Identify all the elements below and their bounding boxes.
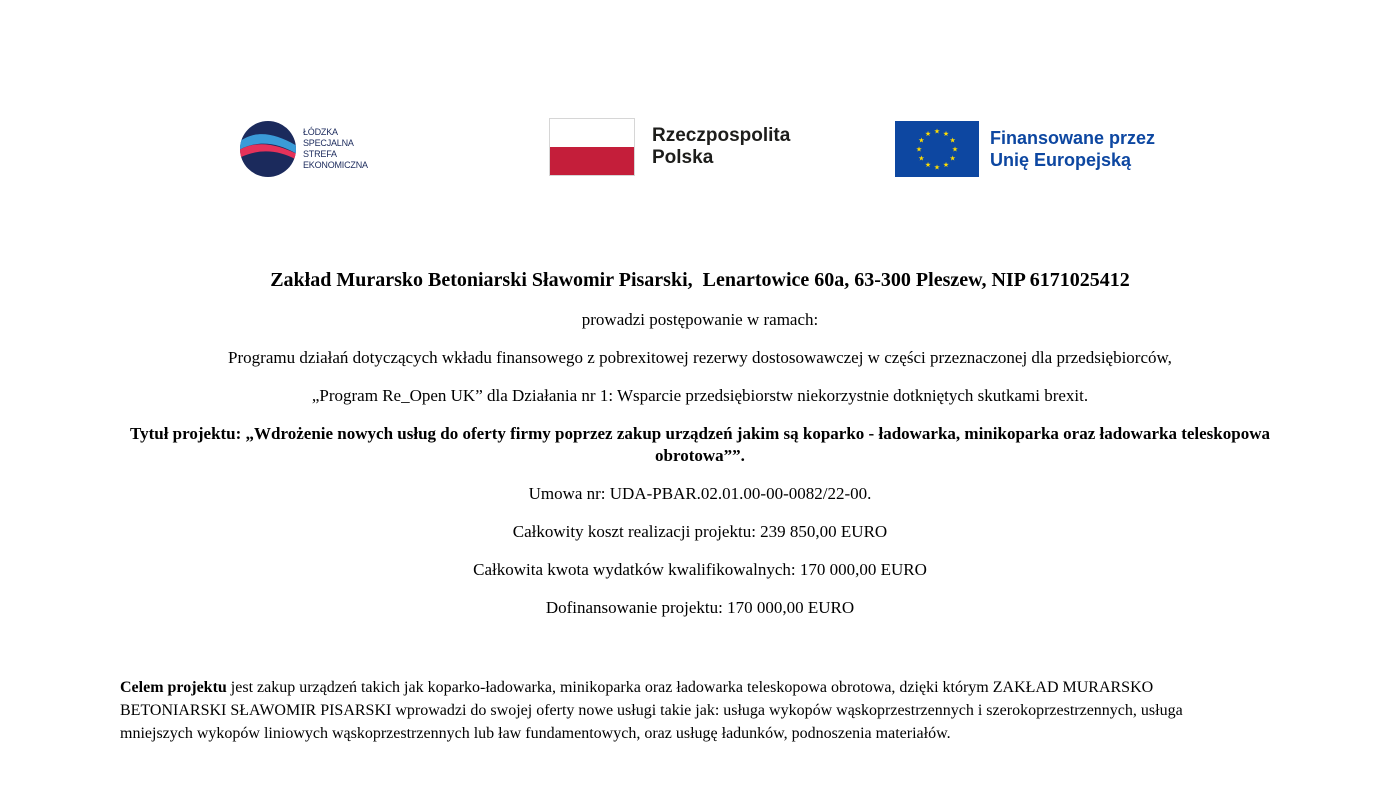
lsse-line-4: EKONOMICZNA [303,160,368,170]
program-line: Programu działań dotyczących wkładu finansowego z pobrexitowej rezerwy dostosowawczej w części przeznaczonej dla przedsiębiorców, [228,348,1172,367]
rp-logo [549,118,790,176]
eu-star-icon: ★ [942,129,950,138]
eu-wordmark [990,127,1155,171]
eligible-expenses: Całkowita kwota wydatków kwalifikowalnych: 170 000,00 EURO [473,560,927,579]
program-action-line: „Program Re_Open UK” dla Działania nr 1: Wsparcie przedsiębiorstw niekorzystnie dotkniętych skutkami brexit. [311,386,1089,405]
conducts-line: prowadzi postępowanie w ramach: [581,310,819,329]
flag-white-band [550,119,634,147]
eu-line-1: Finansowane przez [990,128,1156,148]
eu-flag-icon [895,121,979,177]
eu-star-icon: ★ [924,161,932,170]
flag-red-band [550,147,634,175]
company-name: Zakład Murarsko Betoniarski Sławomir Pisarski, Lenartowice 60a, 63-300 Pleszew, NIP 6171025412 [270,269,1130,291]
eu-star-icon: ★ [933,163,941,172]
eu-star-icon: ★ [933,127,941,136]
lsse-line-3: STREFA [303,149,337,159]
rp-wordmark [652,125,790,169]
rp-line-1: Rzeczpospolita [652,125,791,146]
contract-number: Umowa nr: UDA-PBAR.02.01.00-00-0082/22-00. [528,484,872,503]
eu-star-icon: ★ [942,161,950,170]
lsse-emblem-icon [239,120,297,178]
goal-lead: Celem projektu [120,679,227,696]
total-cost: Całkowity koszt realizacji projektu: 239 850,00 EURO [512,522,888,541]
logo-strip [0,116,1400,182]
lsse-line-2: SPECJALNA [303,138,354,148]
project-goal-paragraph [120,676,1240,745]
eu-logo [895,121,1155,177]
eu-line-2: Unię Europejską [990,150,1132,170]
lsse-logo [239,120,368,178]
lsse-line-1: ŁÓDZKA [303,127,338,137]
project-header [120,266,1280,635]
eu-star-icon: ★ [915,145,923,154]
funding-amount: Dofinansowanie projektu: 170 000,00 EURO [545,598,855,617]
eu-star-icon: ★ [949,154,956,163]
lsse-wordmark [303,127,368,171]
eu-star-icon: ★ [924,129,932,138]
eu-star-icon: ★ [949,136,956,145]
polish-flag-icon [549,118,635,176]
eu-star-icon: ★ [918,154,925,163]
eu-star-icon: ★ [918,136,925,145]
goal-text: jest zakup urządzeń takich jak koparko-ładowarka, minikoparka oraz ładowarka teleskopowa obrotowa, dzięki którym ZAKŁAD MURARSKO BETONIARSKI SŁAWOMIR PISARSKI wprowadzi do swojej oferty nowe usługi takie jak: usługa wykopów wąskoprzestrzennych i szerokoprzestrzennych, usługa mniejszych wykopów liniowych wąskoprzestrzennych lub ław fundamentowych, oraz usługę ładunków, podnoszenia materiałów. [120,679,1183,742]
eu-star-icon: ★ [951,145,959,154]
rp-line-2: Polska [652,147,714,168]
project-title: Tytuł projektu: „Wdrożenie nowych usług do oferty firmy poprzez zakup urządzeń jakim są koparko - ładowarka, minikoparka oraz ładowarka teleskopowa obrotowa””. [130,424,1270,465]
